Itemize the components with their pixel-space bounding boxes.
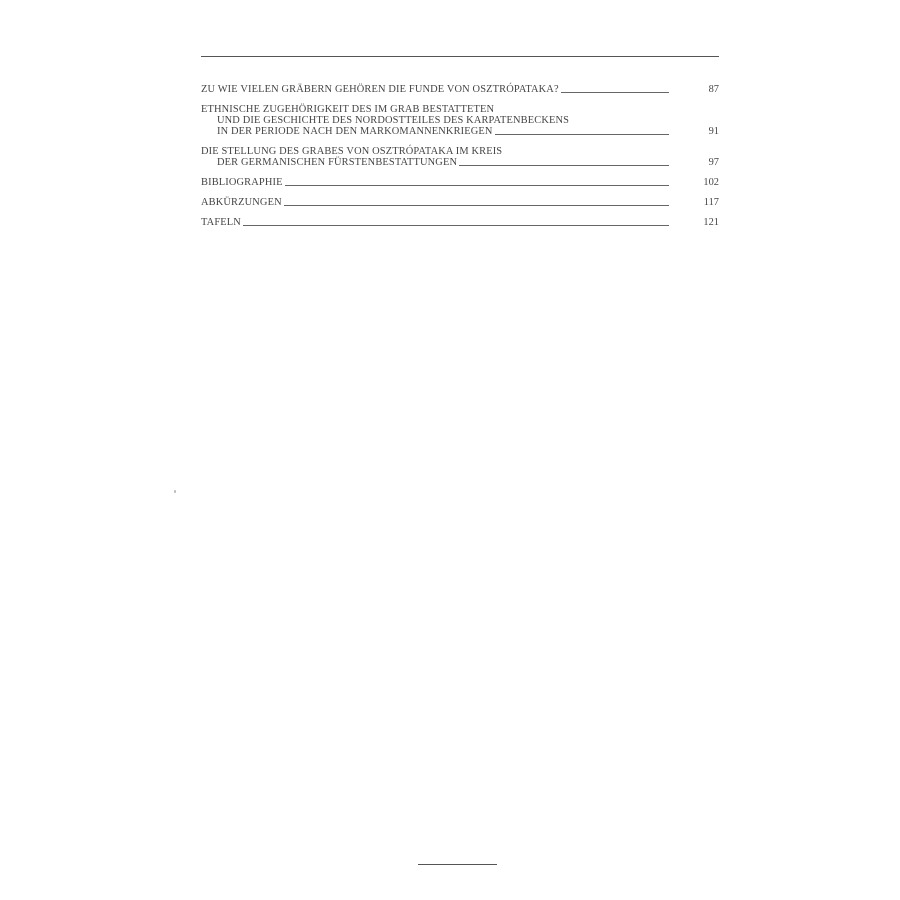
toc-entry-title: TAFELN (201, 217, 241, 228)
toc-entry-ethnic-affiliation[interactable] (201, 104, 719, 137)
dot-leader (284, 204, 669, 206)
toc-entry-line (201, 126, 719, 137)
toc-entry-line: ETHNISCHE ZUGEHÖRIGKEIT DES IM GRAB BESTATTETEN (201, 104, 495, 115)
toc-entry-bibliographie[interactable] (201, 177, 719, 188)
toc-entry-title: ZU WIE VIELEN GRÄBERN GEHÖREN DIE FUNDE VON OSZTRÓPATAKA? (201, 84, 559, 95)
table-of-contents (201, 84, 719, 228)
toc-entry-line (201, 157, 719, 168)
toc-page-number: 97 (708, 157, 719, 168)
toc-page-number: 121 (703, 217, 719, 228)
toc-entry-title: IN DER PERIODE NACH DEN MARKOMANNENKRIEGEN (217, 126, 493, 137)
toc-entry-line (201, 177, 719, 188)
toc-entry-abkuerzungen[interactable] (201, 197, 719, 208)
toc-entry-grave-position[interactable] (201, 146, 719, 168)
toc-page-number: 102 (703, 177, 719, 188)
dot-leader (495, 133, 669, 135)
toc-entry-title: BIBLIOGRAPHIE (201, 177, 283, 188)
dot-leader (459, 164, 669, 166)
toc-entry-line: DIE STELLUNG DES GRABES VON OSZTRÓPATAKA IM KREIS (201, 146, 503, 157)
dot-leader (561, 91, 669, 93)
top-rule (201, 56, 719, 57)
toc-entry-title: ABKÜRZUNGEN (201, 197, 282, 208)
toc-page-number: 87 (708, 84, 719, 95)
toc-page-number: 91 (708, 126, 719, 137)
dot-leader (243, 224, 669, 226)
toc-entry-tafeln[interactable] (201, 217, 719, 228)
toc-entry-line (201, 197, 719, 208)
dot-leader (285, 184, 669, 186)
bottom-rule (418, 864, 497, 865)
scan-speck (174, 490, 176, 493)
toc-entry-line: UND DIE GESCHICHTE DES NORDOSTTEILES DES KARPATENBECKENS (217, 115, 570, 126)
toc-entry-title: DER GERMANISCHEN FÜRSTENBESTATTUNGEN (217, 157, 458, 168)
toc-entry-line (201, 84, 719, 95)
toc-page-number: 117 (703, 197, 719, 208)
toc-entry-line (201, 217, 719, 228)
toc-entry-fund-graves[interactable] (201, 84, 719, 95)
